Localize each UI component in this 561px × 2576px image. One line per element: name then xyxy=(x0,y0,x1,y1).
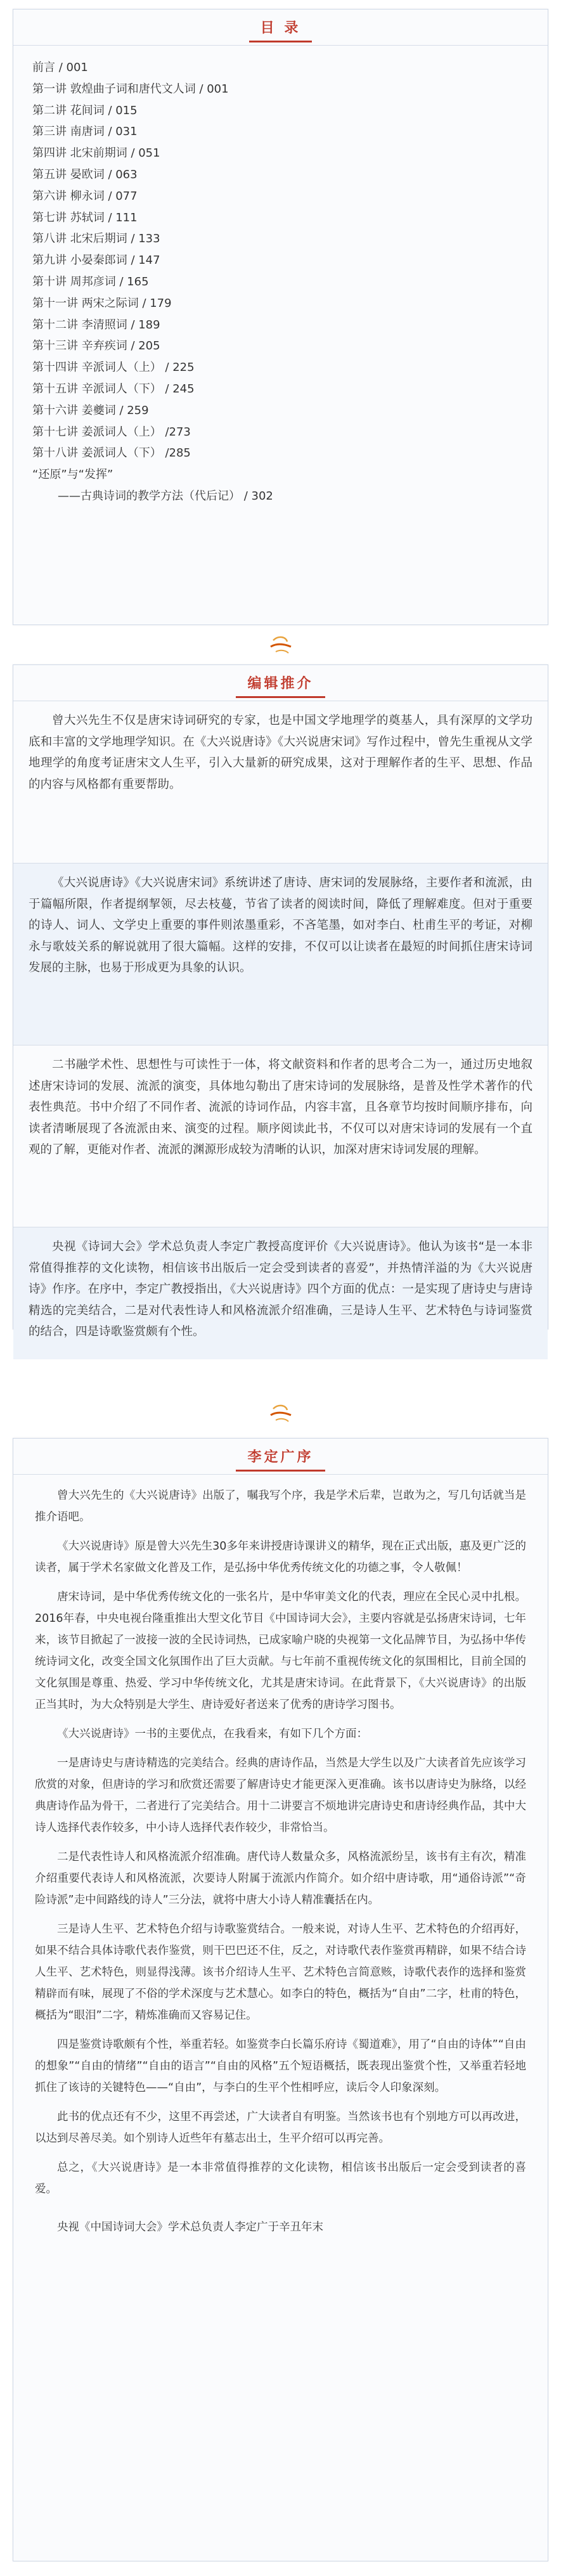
toc-item: 第十八讲 姜派词人（下） /285 xyxy=(32,446,191,460)
toc-item: 第六讲 柳永词 / 077 xyxy=(32,189,138,203)
preface-header xyxy=(13,1439,548,1475)
toc-item: 第十一讲 两宋之际词 / 179 xyxy=(32,296,172,310)
editor-title: 编辑推介 xyxy=(236,673,325,698)
editor-paragraph: 央视《诗词大会》学术总负责人李定广教授高度评价《大兴说唐诗》。他认为该书“是一本非常值得推荐的文化读物，相信该书出版后一定会受到读者的喜爱”，并热情洋溢的为《大兴说唐诗》作序。在序中，李定广教授指出，《大兴说唐诗》四个方面的优点：一是实现了唐诗史与唐诗精选的完美结合，二是对代表性诗人和风格流派介绍准确，三是诗人生平、艺术特色与诗词鉴赏的结合，四是诗歌鉴赏颇有个性。 xyxy=(29,1240,532,1338)
swirl-ornament-icon xyxy=(268,1401,293,1424)
toc-title: 目 录 xyxy=(249,17,313,42)
preface-paragraph: 二是代表性诗人和风格流派介绍准确。唐代诗人数量众多，风格流派纷呈，该书有主有次，精准介绍重要代表诗人和风格流派，次要诗人附属于流派内作简介。如介绍中唐诗歌，用“通俗诗派”“奇险诗派”走中间路线的诗人”三分法，就将中唐大小诗人精准囊括在内。 xyxy=(35,1851,526,1906)
preface-title: 李定广序 xyxy=(236,1446,325,1472)
editor-paragraph: 《大兴说唐诗》《大兴说唐宋词》系统讲述了唐诗、唐宋词的发展脉络，主要作者和流派，由于篇幅所限，作者提纲挈领，尽去枝蔓，节省了读者的阅读时间，降低了理解难度。但对于重要的诗人、词人、文学史上重要的事件则浓墨重彩，不吝笔墨，如对李白、杜甫生平的考证，对柳永与歌妓关系的解说就用了很大篇幅。这样的安排，不仅可以让读者在最短的时间抓住唐宋诗词发展的主脉，也易于形成更为具象的认识。 xyxy=(29,876,532,974)
toc-item: 第十四讲 辛派词人（上） / 225 xyxy=(32,361,195,375)
toc-item: 第十三讲 辛弃疾词 / 205 xyxy=(32,339,160,353)
toc-item: 第九讲 小晏秦郎词 / 147 xyxy=(32,254,160,268)
preface-paragraph: 此书的优点还有不少，这里不再尝述，广大读者自有明鉴。当然该书也有个别地方可以再改进，以达到尽善尽美。如个别诗人近些年有墓志出土，生平介绍可以再完善。 xyxy=(35,2111,526,2145)
toc-item: 第一讲 敦煌曲子词和唐代文人词 / 001 xyxy=(32,82,229,96)
editor-paragraph-block xyxy=(13,864,548,1045)
toc-item: 第五讲 晏欧词 / 063 xyxy=(32,167,138,181)
toc-appendix-title: “还原”与“发挥” xyxy=(32,468,113,482)
editor-recommend-card xyxy=(13,664,548,1338)
preface-paragraph: 总之，《大兴说唐诗》是一本非常值得推荐的文化读物，相信该书出版后一定会受到读者的喜爱。 xyxy=(35,2161,526,2196)
preface-paragraph: 《大兴说唐诗》一书的主要优点，在我看来，有如下几个方面： xyxy=(57,1728,368,1740)
preface-signature: 央视《中国诗词大会》学术总负责人李定广于辛丑年末 xyxy=(57,2221,323,2234)
toc-item: 第三讲 南唐词 / 031 xyxy=(32,125,138,139)
preface-paragraph: 唐宋诗词，是中华优秀传统文化的一张名片，是中华审美文化的代表，理应在全民心灵中扎根。2016年春，中央电视台隆重推出大型文化节目《中国诗词大会》，主要内容就是弘扬唐宋诗词，七年来，该节目掀起了一波接一波的全民诗词热，已成家喻户晓的央视第一文化品牌节目，为弘扬中华传统诗词文化，改变全国文化氛围作出了巨大贡献。与七年前不重视传统文化的氛围相比，目前全国的文化氛围是尊重、热爱、学习中华传统文化，尤其是唐宋诗词。在此背景下，《大兴说唐诗》的出版正当其时，为大众特别是大学生、唐诗爱好者送来了优秀的唐诗学习图书。 xyxy=(35,1591,526,1711)
editor-paragraph-block xyxy=(13,1227,548,1359)
toc-item: 前言 / 001 xyxy=(32,61,88,74)
section-divider-ornament xyxy=(0,1401,561,1427)
toc-item: 第十讲 周邦彦词 / 165 xyxy=(32,275,149,288)
toc-item: 第十五讲 辛派词人（下） / 245 xyxy=(32,382,195,396)
preface-paragraph: 曾大兴先生的《大兴说唐诗》出版了，嘱我写个序，我是学术后辈，岂敢为之，写几句话就当是推介语吧。 xyxy=(35,1489,526,1524)
toc-item: 第七讲 苏轼词 / 111 xyxy=(32,210,138,224)
toc-item: 第四讲 北宋前期词 / 051 xyxy=(32,146,160,160)
editor-paragraph: 曾大兴先生不仅是唐宋诗词研究的专家，也是中国文学地理学的奠基人，具有深厚的文学功底和丰富的文学地理学知识。在《大兴说唐诗》《大兴说唐宋词》写作过程中，曾先生重视从文学地理学的角度考证唐宋文人生平，引入大量新的研究成果，这对于理解作者的生平、思想、作品的内容与风格都有重要帮助。 xyxy=(29,714,532,791)
preface-body xyxy=(13,1475,548,2238)
section-divider-ornament xyxy=(0,633,561,658)
toc-card xyxy=(13,9,548,625)
toc-item: 第十二讲 李清照词 / 189 xyxy=(32,318,160,332)
editor-paragraph: 二书融学术性、思想性与可读性于一体，将文献资料和作者的思考合二为一，通过历史地叙述唐宋诗词的发展、流派的演变，具体地勾勒出了唐宋诗词的发展脉络，是普及性学术著作的代表性典范。书中介绍了不同作者、流派的诗词作品，内容丰富，且各章节均按时间顺序排布，向读者清晰展现了各流派由来、演变的过程。顺序阅读此书，不仅可以对唐宋诗词的发展有一个直观的了解，更能对作者、流派的渊源形成较为清晰的认识，加深对唐宋诗词发展的理解。 xyxy=(29,1058,532,1156)
editor-paragraph-block xyxy=(13,1045,548,1227)
swirl-ornament-icon xyxy=(268,633,293,656)
editor-header xyxy=(13,665,548,701)
toc-list xyxy=(13,46,548,514)
preface-paragraph: 四是鉴赏诗歌颇有个性，举重若轻。如鉴赏李白长篇乐府诗《蜀道难》，用了“自由的诗体”“自由的想象”“自由的情绪”“自由的语言”“自由的风格”五个短语概括，既表现出鉴赏个性，又举重若轻地抓住了该诗的关键特色——“自由”，与李白的生平个性相呼应，读后令人印象深刻。 xyxy=(35,2038,526,2094)
toc-item: 第八讲 北宋后期词 / 133 xyxy=(32,232,160,246)
toc-item: 第十七讲 姜派词人（上） /273 xyxy=(32,425,191,439)
preface-paragraph: 一是唐诗史与唐诗精选的完美结合。经典的唐诗作品，当然是大学生以及广大读者首先应该学习欣赏的对象，但唐诗的学习和欣赏还需要了解唐诗史才能更深入更准确。该书以唐诗史为脉络，以经典唐诗作品为骨干，二者进行了完美结合。用十二讲要言不烦地讲完唐诗史和唐诗经典作品，其中大诗人选择代表作较多，中小诗人选择代表作较少，非常恰当。 xyxy=(35,1757,526,1834)
toc-item: 第二讲 花间词 / 015 xyxy=(32,103,138,117)
toc-item: 第十六讲 姜夔词 / 259 xyxy=(32,403,149,417)
toc-appendix-subtitle: ——古典诗词的教学方法（代后记） / 302 xyxy=(58,489,273,503)
preface-card xyxy=(13,1438,548,2561)
toc-header xyxy=(13,10,548,46)
preface-paragraph: 《大兴说唐诗》原是曾大兴先生30多年来讲授唐诗课讲义的精华，现在正式出版，惠及更广泛的读者，属于学术名家做文化普及工作，是弘扬中华优秀传统文化的功德之事，令人敬佩！ xyxy=(35,1540,526,1574)
preface-paragraph: 三是诗人生平、艺术特色介绍与诗歌鉴赏结合。一般来说，对诗人生平、艺术特色的介绍再好，如果不结合具体诗歌代表作鉴赏，则干巴巴还不住，反之，对诗歌代表作鉴赏再精辟，如果不结合诗人生平、艺术特色，则显得浅薄。该书介绍诗人生平、艺术特色言简意赅，诗歌代表作的选择和鉴赏精辟而有味，展现了不俗的学术深度与艺术慧心。如李白的特色，概括为“自由”二字，杜甫的特色，概括为“眼泪”二字，精炼准确而又容易记住。 xyxy=(35,1923,526,2022)
editor-paragraph-block xyxy=(13,701,548,863)
